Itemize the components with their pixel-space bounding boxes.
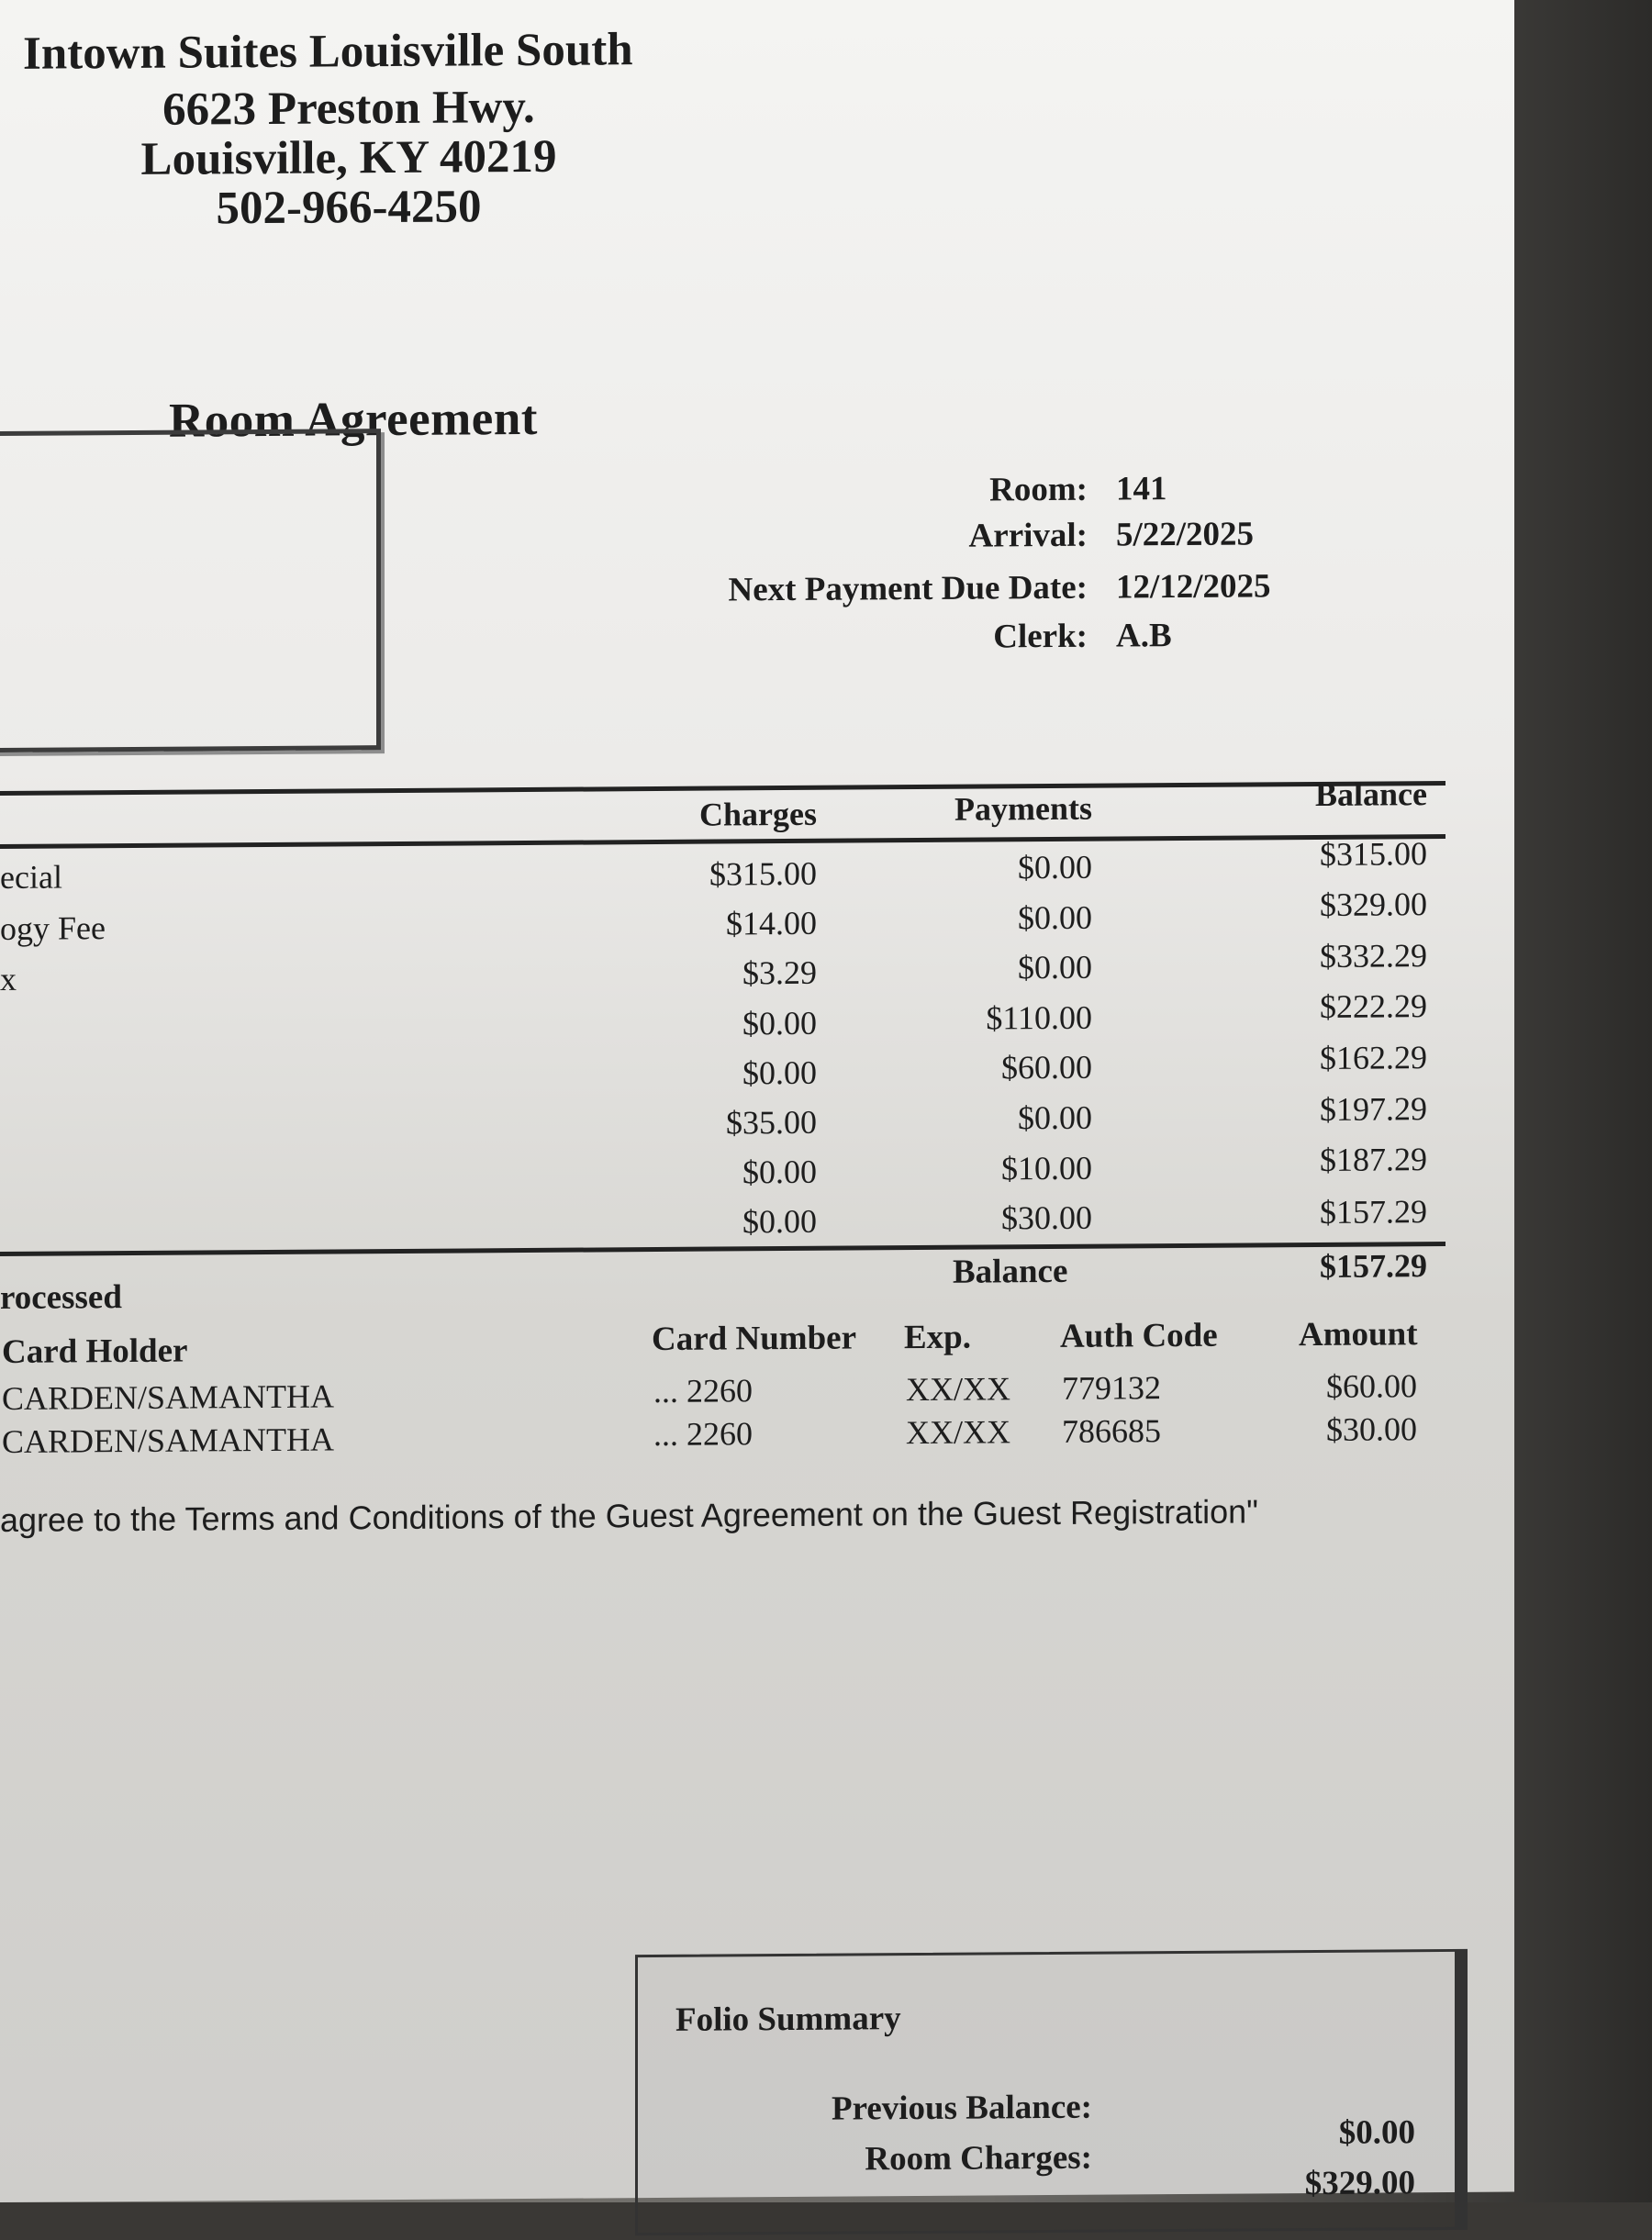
next-payment-value: 12/12/2025 (1116, 567, 1271, 607)
card-number: ... 2260 (653, 1372, 753, 1410)
row-balance: $222.29 (1320, 987, 1427, 1025)
row-charges: $14.00 (726, 904, 817, 942)
row-charges: $0.00 (742, 1053, 817, 1092)
amount-header: Amount (1299, 1315, 1418, 1354)
row-balance: $197.29 (1320, 1090, 1427, 1128)
card-number: ... 2260 (653, 1415, 753, 1454)
row-payments: $0.00 (1018, 898, 1092, 937)
row-balance: $332.29 (1320, 937, 1427, 975)
terms-statement: agree to the Terms and Conditions of the Guest Agreement on the Guest Registration" (0, 1492, 1258, 1539)
payment-amount: $30.00 (1326, 1410, 1417, 1448)
card-holder-header: Card Holder (2, 1332, 188, 1371)
hotel-name: Intown Suites Louisville South (23, 24, 633, 80)
hotel-street: 6623 Preston Hwy. (162, 81, 535, 136)
row-balance: $315.00 (1320, 835, 1427, 873)
card-holder: CARDEN/SAMANTHA (2, 1377, 335, 1417)
row-description: x (0, 960, 17, 997)
room-value: 141 (1116, 470, 1167, 508)
exp-header: Exp. (904, 1318, 972, 1357)
total-balance-value: $157.29 (1320, 1247, 1427, 1285)
row-charges: $3.29 (742, 953, 817, 992)
arrival-value: 5/22/2025 (1116, 515, 1255, 554)
row-payments: $30.00 (1001, 1198, 1092, 1237)
document-title: Room Agreement (169, 391, 538, 448)
card-number-header: Card Number (652, 1319, 857, 1359)
arrival-label: Arrival: (968, 516, 1088, 555)
row-balance: $162.29 (1320, 1039, 1427, 1076)
next-payment-label: Next Payment Due Date: (728, 568, 1088, 609)
clerk-value: A.B (1116, 617, 1172, 655)
payment-amount: $60.00 (1326, 1367, 1417, 1405)
room-label: Room: (989, 470, 1088, 509)
row-charges: $35.00 (726, 1103, 817, 1142)
hotel-city-state-zip: Louisville, KY 40219 (140, 130, 557, 185)
card-exp: XX/XX (906, 1370, 1010, 1409)
folio-summary-title: Folio Summary (675, 2000, 901, 2039)
charges-header: Charges (699, 795, 817, 833)
row-payments: $0.00 (1018, 948, 1092, 986)
row-payments: $60.00 (1001, 1048, 1092, 1087)
auth-code: 779132 (1062, 1369, 1161, 1407)
row-description: ogy Fee (0, 909, 106, 947)
payments-processed-label: rocessed (0, 1278, 122, 1317)
row-balance: $157.29 (1320, 1193, 1427, 1231)
row-payments: $0.00 (1018, 1098, 1092, 1137)
previous-balance-label: Previous Balance: (832, 2088, 1092, 2128)
previous-balance-value: $0.00 (1338, 2113, 1415, 2152)
row-payments: $110.00 (986, 998, 1092, 1037)
card-holder: CARDEN/SAMANTHA (2, 1421, 335, 1460)
auth-code: 786685 (1062, 1412, 1161, 1450)
row-charges: $0.00 (742, 1004, 817, 1042)
payments-header: Payments (954, 789, 1092, 828)
row-charges: $315.00 (709, 854, 817, 893)
row-charges: $0.00 (742, 1202, 817, 1241)
total-balance-label: Balance (953, 1252, 1068, 1291)
auth-code-header: Auth Code (1060, 1316, 1218, 1355)
room-charges-label: Room Charges: (865, 2138, 1092, 2179)
card-exp: XX/XX (906, 1413, 1010, 1452)
clerk-label: Clerk: (993, 617, 1088, 656)
blank-frame (0, 429, 381, 752)
row-balance: $329.00 (1320, 886, 1427, 923)
row-payments: $0.00 (1018, 848, 1092, 886)
balance-header: Balance (1315, 775, 1427, 813)
room-charges-value: $329.00 (1304, 2164, 1415, 2203)
row-payments: $10.00 (1001, 1149, 1092, 1187)
hotel-phone: 502-966-4250 (216, 181, 482, 235)
row-description: ecial (0, 858, 62, 896)
row-balance: $187.29 (1320, 1141, 1427, 1178)
row-charges: $0.00 (742, 1153, 817, 1191)
